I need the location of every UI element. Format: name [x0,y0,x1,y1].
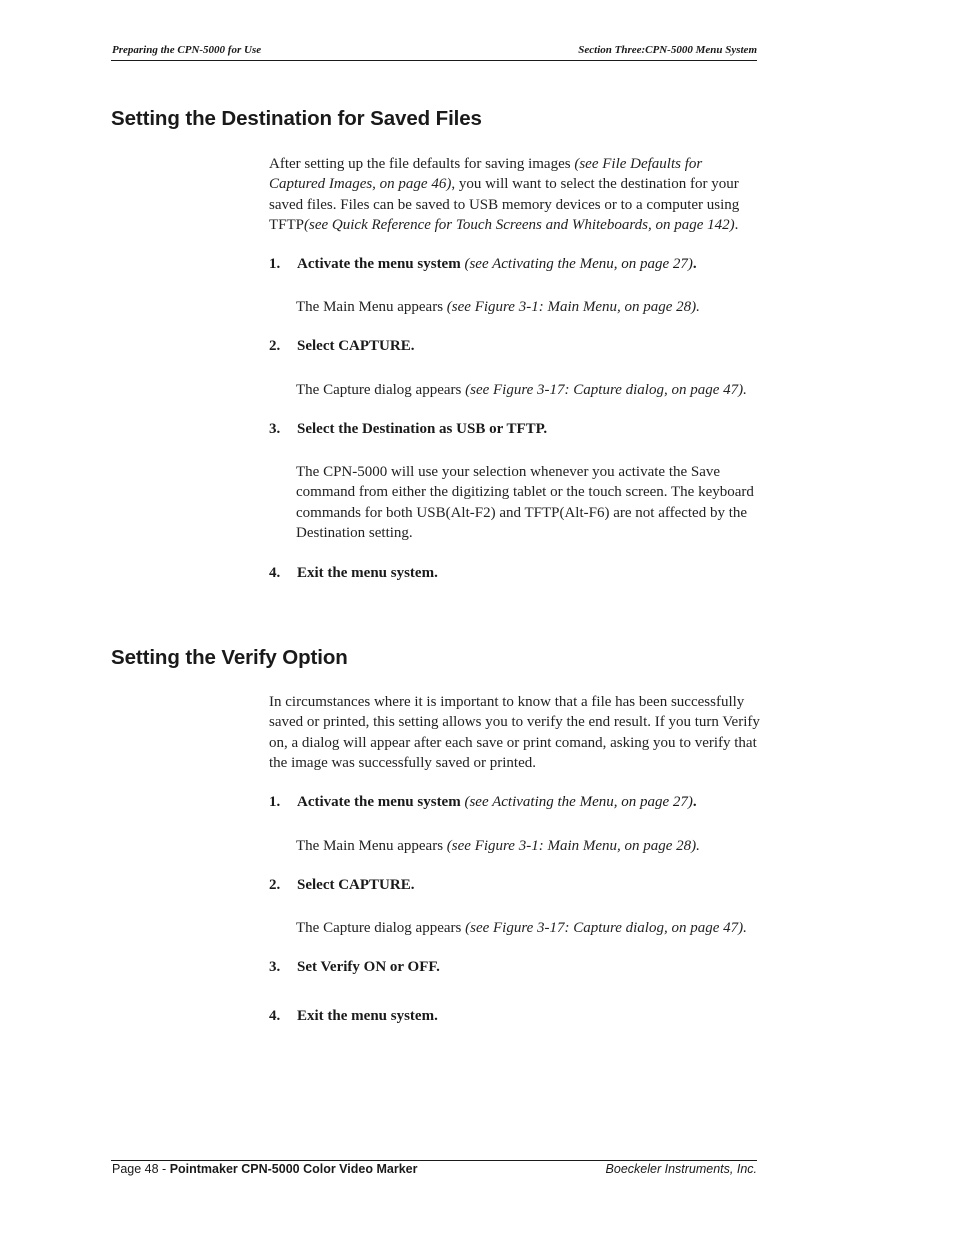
verify-intro: In circumstances where it is important to know that a file has been successfully saved or printed, this setting allows you to verify the end result. If you turn Verify on, a dialog will appear after each save or print comand, asking you to verify that the image was successfully saved or printed. [269,694,760,771]
footer-page-label [112,1162,417,1176]
page-footer [111,1160,757,1181]
destination-note-3: The CPN-5000 will use your selection whenever you activate the Save command from either the digitizing tablet or the touch screen. The keyboard commands for both USB(Alt-F2) and TFTP(Alt-F6) are not affected by the Destination setting. [296,464,754,541]
destination-intro: After setting up the file defaults for saving images (see File Defaults for Captured Images, on page 46), you will want to select the destination for your saved files. Files can be saved to USB memory devices or to a computer using TFTP(see Quick Reference for Touch Screens and Whiteboards, on page 142). [269,156,740,233]
intro-crossref-file-defaults: (see File Defaults for Captured Images, on page 46) [269,156,703,193]
footer-company: Boeckeler Instruments, Inc. [605,1162,757,1176]
verify-note-1: The Main Menu appears (see Figure 3-1: Main Menu, on page 28). [296,838,700,854]
note-crossref: (see Figure 3-17: Capture dialog, on page 47). [465,920,747,936]
step-crossref: (see Activating the Menu, on page 27) [460,794,693,810]
footer-product: Pointmaker CPN-5000 Color Video Marker [169,1162,418,1176]
destination-note-1: The Main Menu appears (see Figure 3-1: Main Menu, on page 28). [296,299,700,315]
note-crossref: (see Figure 3-17: Capture dialog, on page 47). [465,382,747,398]
header-section: Section Three:CPN-5000 Menu System [578,44,757,56]
verify-note-2: The Capture dialog appears (see Figure 3-17: Capture dialog, on page 47). [296,920,747,936]
destination-note-2: The Capture dialog appears (see Figure 3-17: Capture dialog, on page 47). [296,382,747,398]
step-crossref: (see Activating the Menu, on page 27) [460,256,693,272]
note-crossref: (see Figure 3-1: Main Menu, on page 28). [446,838,700,854]
header-chapter: Preparing the CPN-5000 for Use [112,44,262,56]
page-number: Page 48 - [112,1162,170,1176]
intro-crossref-quick-reference: (see Quick Reference for Touch Screens and Whiteboards, on page 142) [304,216,735,233]
page-header [111,42,757,61]
section-title-verify: Setting the Verify Option [111,646,348,669]
section-title-destination: Setting the Destination for Saved Files [111,107,482,130]
note-crossref: (see Figure 3-1: Main Menu, on page 28). [446,299,700,315]
